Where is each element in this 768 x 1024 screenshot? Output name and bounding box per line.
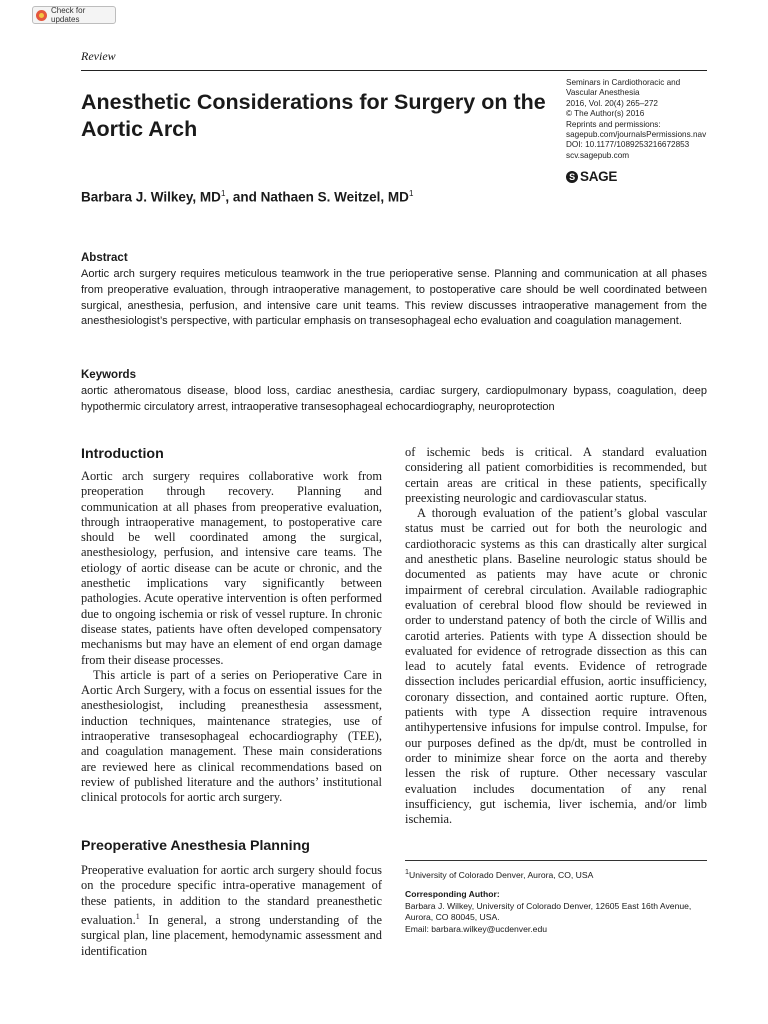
header-divider <box>81 70 707 71</box>
publisher-logo <box>566 169 617 184</box>
preoperative-body <box>81 863 382 959</box>
journal-url-line[interactable]: scv.sagepub.com <box>566 150 630 160</box>
right-column-body <box>405 445 707 827</box>
introduction-body <box>81 469 382 806</box>
corresponding-author <box>405 889 707 935</box>
check-for-updates-label: Check for updates <box>51 6 86 24</box>
paragraph: Aortic arch surgery requires collaborative work from preoperation through recovery. Planning and communication at all phases from preoperative evaluation, through intraoperative management, to postoperative care should be well coordinated among the surgical, anesthesiology, perfusion, and intensive care teams. The etiology of aortic disease can be acute or chronic, and the anesthetic implications vary significantly between pathologies. Acute operative intervention is often performed due to ongoing ischemia or risk of vessel rupture. In chronic disease states, patients have often developed compensatory mechanisms but may have an element of end organ damage from their disease processes. <box>81 469 382 667</box>
paragraph <box>81 863 382 959</box>
journal-meta-line: Reprints and permissions: <box>566 119 661 129</box>
author-joiner: , and <box>225 189 261 205</box>
abstract-heading: Abstract <box>81 252 128 264</box>
author-line <box>81 189 413 205</box>
keywords-heading: Keywords <box>81 369 136 381</box>
paragraph-text: Preoperative evaluation for aortic arch surgery should focus on the procedure specific intra-operative management of these patients, in addition to the standard preanesthetic evaluation. <box>81 863 382 928</box>
abstract-text: Aortic arch surgery requires meticulous teamwork in the true perioperative sense. Planning and communication at all phases from preoperative evaluation, through intraoperative management, to postoperative care should be well coordinated between surgical, anesthesia, perfusion, and intensive care unit teams. This review discusses intraoperative management from the anesthesiologist’s perspective, with particular emphasis on transesophageal echo evaluation and coagulation management. <box>81 268 707 328</box>
article-type-label: Review <box>81 49 116 63</box>
affiliation-marker: 1 <box>405 868 409 876</box>
crossmark-icon <box>36 10 47 21</box>
corresponding-author-address: Barbara J. Wilkey, University of Colorado Denver, 12605 East 16th Avenue, Aurora, CO 80045, USA. <box>405 900 692 922</box>
corresponding-author-label: Corresponding Author: <box>405 889 500 899</box>
publisher-name: SAGE <box>580 169 618 184</box>
affiliation-footnote <box>405 867 707 881</box>
introduction-heading: Introduction <box>81 446 164 462</box>
journal-meta-line: © The Author(s) 2016 <box>566 109 645 119</box>
affiliation-text: University of Colorado Denver, Aurora, CO, USA <box>408 869 594 880</box>
corresponding-author-email[interactable]: Email: barbara.wilkey@ucdenver.edu <box>405 923 547 934</box>
author-name: Nathaen S. Weitzel, MD <box>260 189 409 205</box>
paragraph: This article is part of a series on Perioperative Care in Aortic Arch Surgery, with a focus on essential issues for the anesthesiologist, including preanesthesia assessment, induction techniques, maintenance strategies, use of intraoperative transesophageal echocardiography (TEE), and coagulation management. These main considerations are reviewed here as clinical recommendations based on review of published literature and the authors’ institutional clinical protocols for aortic arch surgery. <box>81 667 382 805</box>
journal-meta-line: Vascular Anesthesia <box>566 88 640 98</box>
paragraph: of ischemic beds is critical. A standard evaluation considering all patient comorbidities is recommended, but certain areas are critical in these patients, specifically preexisting neurologic and cardiovascular status. <box>405 445 707 505</box>
sage-mark-icon: S <box>566 171 578 183</box>
doi-line[interactable]: DOI: 10.1177/1089253216672853 <box>566 140 690 150</box>
paragraph: A thorough evaluation of the patient’s global vascular status must be carried out for both the neurologic and cardiothoracic systems as this can drastically alter surgical and anesthetic plans. Baseline neurologic status should be documented as patients may have acute or chronic impairment of cerebral circulation. Available radiographic evaluation of cerebral blood flow should be reviewed in order to understand patency of both the circle of Willis and carotid arteries. Patients with type A dissection should be evaluated for evidence of retrograde dissection as this can lead to acutely fatal events. Evidence of retrograde dissection includes pericardial effusion, aortic insufficiency, coronary dissection, and contained aortic rupture. Often, patients with type A dissection require intravenous antihypertensive infusions for impulse control. Impulse, for our purposes defined as the dp/dt, must be controlled in order to minimize shear force on the aorta and thereby lessen the risk of rupture. Other necessary vascular evaluation includes documentation of any renal insufficiency, gut ischemia, liver ischemia, and/or limb ischemia. <box>405 506 707 827</box>
check-for-updates-badge[interactable] <box>32 6 116 24</box>
paragraph-text: In general, a strong understanding of the surgical plan, line placement, hemodynamic assessment and identification <box>81 913 382 958</box>
citation-ref[interactable]: 1 <box>135 911 140 921</box>
affiliation-marker: 1 <box>220 189 226 198</box>
footnote-divider <box>405 860 707 861</box>
journal-metadata <box>566 78 716 161</box>
journal-meta-line: Seminars in Cardiothoracic and <box>566 78 681 87</box>
journal-meta-line[interactable]: sagepub.com/journalsPermissions.nav <box>566 130 707 140</box>
keywords-text: aortic atheromatous disease, blood loss, cardiac anesthesia, cardiac surgery, cardiopulmonary bypass, coagulation, deep hypothermic circulatory arrest, intraoperative transesophageal echocardiography, neuroprotection <box>81 385 707 413</box>
author-name: Barbara J. Wilkey, MD <box>81 189 221 205</box>
preoperative-heading: Preoperative Anesthesia Planning <box>81 838 310 854</box>
affiliation-marker: 1 <box>408 189 414 198</box>
article-title: Anesthetic Considerations for Surgery on the Aortic Arch <box>81 90 546 141</box>
journal-meta-line: 2016, Vol. 20(4) 265–272 <box>566 98 658 108</box>
